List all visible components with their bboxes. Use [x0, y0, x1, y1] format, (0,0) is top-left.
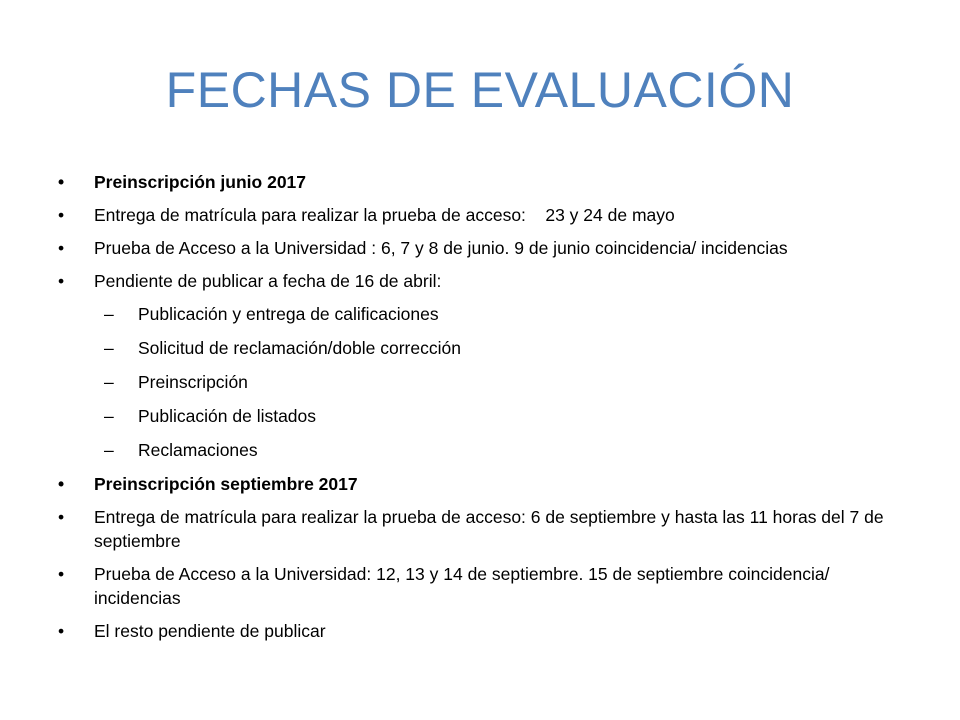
list-item [58, 472, 918, 496]
sub-list-item-text: Publicación de listados [138, 406, 317, 426]
bullet-icon: • [58, 621, 65, 641]
list-item [58, 203, 918, 227]
list-item-text: Pendiente de publicar a fecha de 16 de abril: [94, 271, 442, 291]
list-item [58, 619, 918, 643]
dash-icon: – [104, 440, 114, 460]
dash-icon: – [104, 338, 114, 358]
list-item-text: Entrega de matrícula para realizar la prueba de acceso: 6 de septiembre y hasta las 11 horas del 7 de septiembre [94, 507, 884, 551]
sub-list-item-text: Reclamaciones [138, 440, 258, 460]
sub-list-item-text: Publicación y entrega de calificaciones [138, 304, 439, 324]
sub-list-item [58, 336, 918, 360]
list-item-text: Entrega de matrícula para realizar la prueba de acceso: 23 y 24 de mayo [94, 205, 675, 225]
list-item-text: Preinscripción septiembre 2017 [94, 474, 358, 494]
bullet-icon: • [58, 238, 65, 258]
bullet-icon: • [58, 564, 65, 584]
sub-list-item-text: Preinscripción [138, 372, 248, 392]
list-item-text: El resto pendiente de publicar [94, 621, 326, 641]
sub-list-item [58, 302, 918, 326]
list-item [58, 236, 918, 260]
list-item [58, 269, 918, 293]
sub-list-item [58, 404, 918, 428]
list-item-text: Prueba de Acceso a la Universidad : 6, 7 y 8 de junio. 9 de junio coincidencia/ incidencias [94, 238, 788, 258]
list-item [58, 505, 918, 553]
list-item-text: Preinscripción junio 2017 [94, 172, 307, 192]
list-item-text: Prueba de Acceso a la Universidad: 12, 13 y 14 de septiembre. 15 de septiembre coincidencia/ incidencias [94, 564, 830, 608]
slide-title: FECHAS DE EVALUACIÓN [165, 62, 795, 118]
sub-list-item [58, 370, 918, 394]
bullet-list [58, 170, 918, 652]
list-item [58, 562, 918, 610]
dash-icon: – [104, 372, 114, 392]
sub-list-item [58, 438, 918, 462]
bullet-icon: • [58, 507, 65, 527]
bullet-icon: • [58, 205, 65, 225]
bullet-icon: • [58, 172, 65, 192]
bullet-icon: • [58, 474, 65, 494]
bullet-icon: • [58, 271, 65, 291]
list-item [58, 170, 918, 194]
dash-icon: – [104, 304, 114, 324]
sub-list-item-text: Solicitud de reclamación/doble corrección [138, 338, 461, 358]
dash-icon: – [104, 406, 114, 426]
